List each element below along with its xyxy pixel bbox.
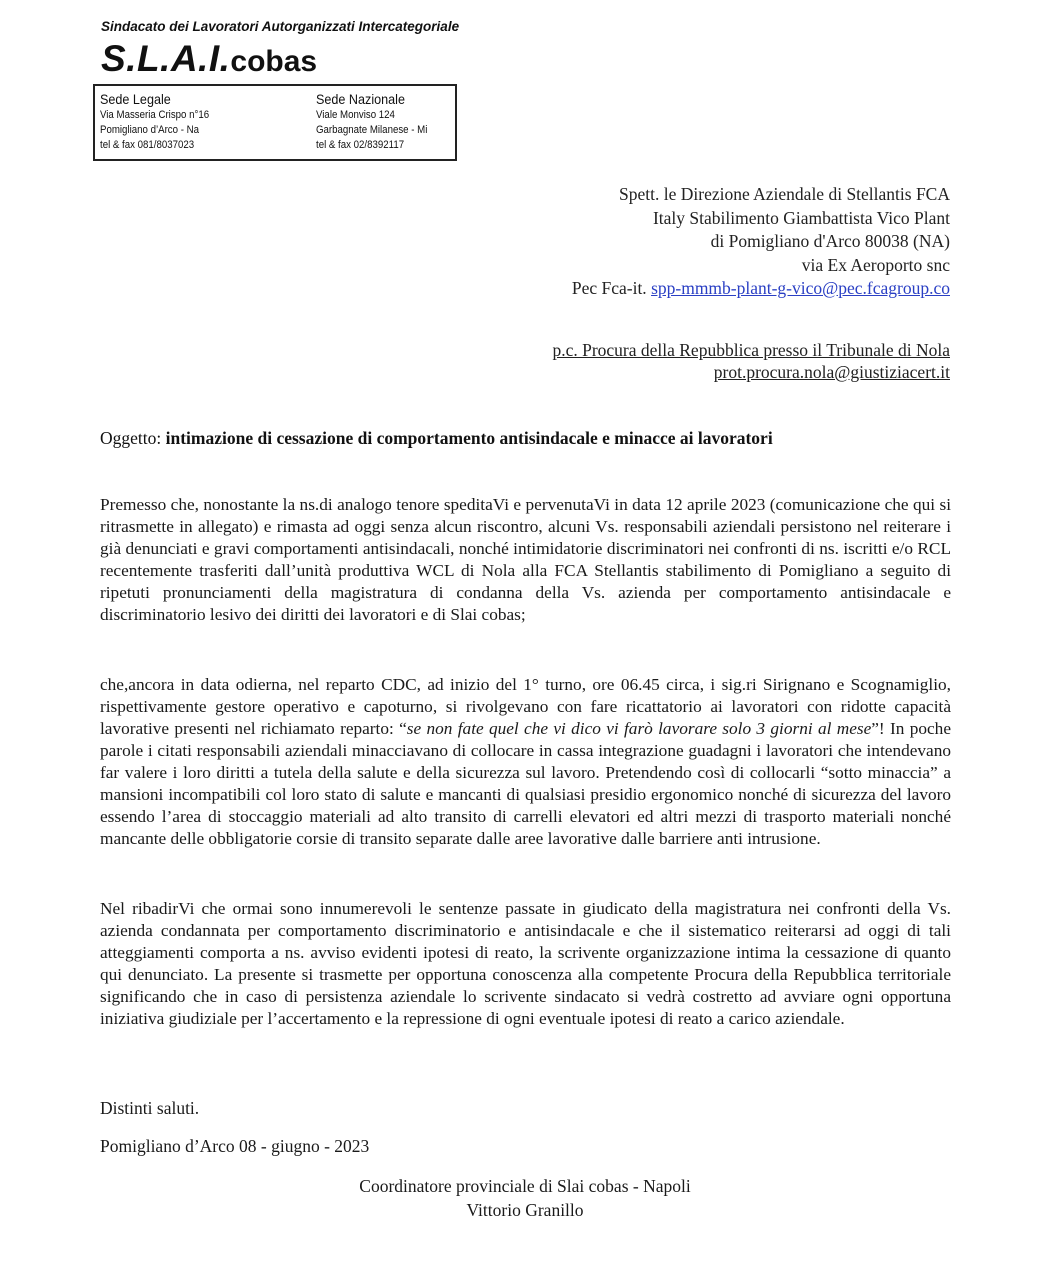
sede-legale-address: Via Masseria Crispo n°16 bbox=[100, 109, 210, 121]
cc-email: prot.procura.nola@giustiziacert.it bbox=[713, 362, 950, 382]
recipient-pec bbox=[572, 277, 950, 301]
sede-nazionale-city: Garbagnate Milanese - Mi bbox=[316, 124, 428, 136]
pec-label: Pec Fca-it. bbox=[571, 278, 652, 298]
recipient-block bbox=[572, 183, 950, 301]
signer-role: Coordinatore provinciale di Slai cobas - Napoli bbox=[359, 1176, 691, 1196]
sede-nazionale-phone: tel & fax 02/8392117 bbox=[316, 139, 405, 151]
recipient-line: di Pomigliano d'Arco 80038 (NA) bbox=[710, 231, 950, 251]
address-box bbox=[93, 84, 457, 161]
body-paragraph bbox=[100, 674, 951, 850]
signature-block bbox=[325, 1174, 725, 1222]
union-logo bbox=[101, 40, 317, 77]
recipient-line: Spett. le Direzione Aziendale di Stellantis FCA bbox=[619, 184, 950, 204]
sede-nazionale bbox=[316, 91, 443, 153]
recipient-line: Italy Stabilimento Giambattista Vico Plant bbox=[652, 207, 950, 228]
sede-legale-title: Sede Legale bbox=[100, 91, 171, 107]
cc-block bbox=[552, 339, 950, 383]
logo-suffix: cobas bbox=[230, 45, 318, 78]
body-paragraph: Premesso che, nonostante la ns.di analogo tenore speditaVi e pervenutaVi in data 12 aprile 2023 (comunicazione che qui si ritrasmette in allegato) e rimasta ad oggi senza alcun riscontro, alcuni Vs. responsabili aziendali persistono nel reiterare i già denunciati e gravi comportamenti antisindacali, nonché intimidatorie discriminatori nei confronti di ns. iscritti e/o RCL recentemente trasferiti dall’unità produttiva WCL di Nola alla FCA Stellantis stabilimento di Pomigliano a seguito di ripetuti pronunciamenti della magistratura di condanna della Vs. azienda per comportamento antisindacale e discriminatorio lesivo dei diritti dei lavoratori e di Slai cobas; bbox=[100, 495, 951, 624]
cc-recipient: p.c. Procura della Repubblica presso il Tribunale di Nola bbox=[552, 340, 950, 360]
logo-initials: S.L.A.I. bbox=[101, 38, 231, 79]
pec-email-link[interactable]: spp-mmmb-plant-g-vico@pec.fcagroup.co bbox=[651, 278, 950, 298]
paragraph-text: ”! In poche parole i citati responsabili aziendali minacciavano di collocare in cassa integrazione guadagni i lavoratori che intendevano far valere i loro diritti a tutela della salute e della sicurezza sul lavoro. Pretendendo così di collocarli “sotto minaccia” a mansioni incompatibili col loro stato di salute e mancanti di qualsiasi presidio ergonomico nonché di sicurezza del lavoro essendo l’area di stoccaggio materiali ad alto transito di carrelli elevatori ed altri mezzi di trasporto materiali nonché mancante delle obbligatorie corsie di transito separate dalle aree lavorative dalle barriere anti intrusione. bbox=[100, 719, 951, 848]
letterhead-tagline: Sindacato dei Lavoratori Autorganizzati Intercategoriale bbox=[101, 19, 460, 34]
threat-quote: se non fate quel che vi dico vi farò lavorare solo 3 giorni al mese bbox=[406, 719, 872, 738]
sede-nazionale-title: Sede Nazionale bbox=[316, 91, 405, 107]
salutation: Distinti saluti. bbox=[100, 1098, 200, 1118]
recipient-line: via Ex Aeroporto snc bbox=[801, 254, 950, 275]
subject-label: Oggetto: bbox=[100, 428, 166, 448]
signer-name: Vittorio Granillo bbox=[466, 1200, 584, 1220]
sede-legale bbox=[100, 91, 224, 153]
place-date: Pomigliano d’Arco 08 - giugno - 2023 bbox=[100, 1136, 370, 1156]
subject-line bbox=[100, 428, 773, 449]
sede-nazionale-address: Viale Monviso 124 bbox=[316, 109, 395, 121]
body-paragraph: Nel ribadirVi che ormai sono innumerevoli le sentenze passate in giudicato della magistratura nei confronti della Vs. azienda condannata per comportamento discriminatorio e antisindacale e che il sistematico reiterarsi ad oggi di tali atteggiamenti comporta a ns. avviso evidenti ipotesi di reato, la scrivente organizzazione intima la cessazione di quanto qui denunciato. La presente si trasmette per opportuna conoscenza alla competente Procura della Repubblica territoriale significando che in caso di persistenza aziendale lo scrivente sindacato si vedrà costretto ad avviare ogni opportuna iniziativa giudiziale per l’accertamento e la repressione di ogni eventuale ipotesi di reato a carico aziendale. bbox=[100, 899, 951, 1028]
subject-text: intimazione di cessazione di comportamento antisindacale e minacce ai lavoratori bbox=[165, 428, 773, 448]
sede-legale-phone: tel & fax 081/8037023 bbox=[100, 139, 195, 151]
paragraph-text: che,ancora in data odierna, nel reparto CDC, ad inizio del 1° turno, ore 06.45 circa, i sig.ri Sirignano e Scognamiglio, rispettivamente gestore operativo e capoturno, si rivolgevano con fare ricattatorio ai lavoratori con ridotte capacità lavorative presenti nel richiamato reparto: “ bbox=[100, 675, 951, 738]
sede-legale-city: Pomigliano d’Arco - Na bbox=[100, 124, 199, 136]
